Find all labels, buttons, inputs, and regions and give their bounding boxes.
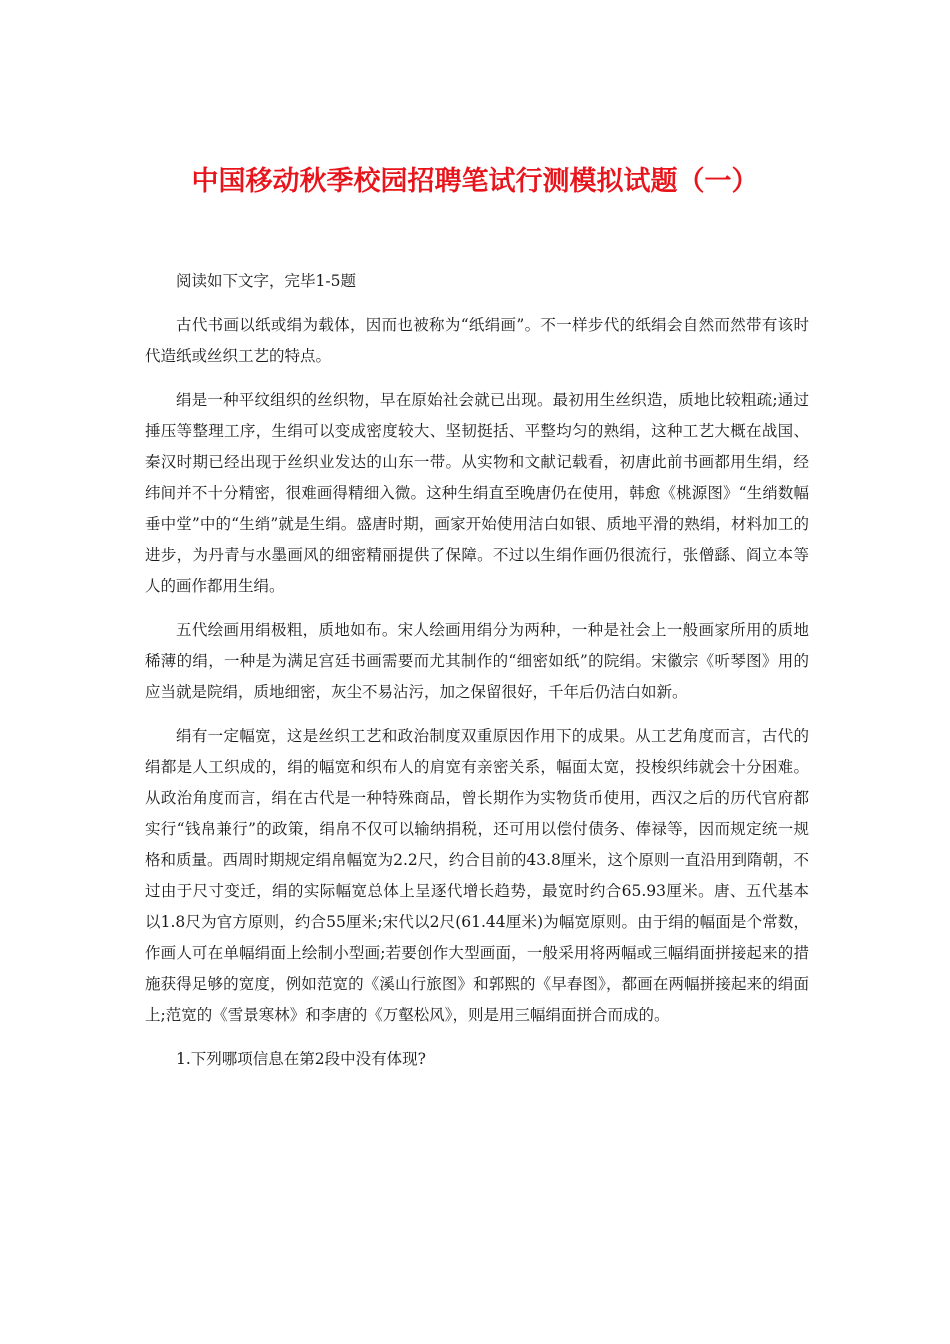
page-title: 中国移动秋季校园招聘笔试行测模拟试题（一）	[191, 166, 759, 197]
paragraph-2: 绢是一种平纹组织的丝织物，早在原始社会就已出现。最初用生丝织造，质地比较粗疏;通过捶压等整理工序，生绢可以变成密度较大、坚韧挺括、平整均匀的熟绢，这种工艺大概在战国、秦汉时期已经出现于丝织业发达的山东一带。从实物和文献记载看，初唐此前书画都用生绢，经纬间并不十分精密，很难画得精细入微。这种生绢直至晚唐仍在使用，韩愈《桃源图》“生绡数幅垂中堂”中的“生绡”就是生绢。盛唐时期，画家开始使用洁白如银、质地平滑的熟绢，材料加工的进步，为丹青与水墨画风的细密精丽提供了保障。不过以生绢作画仍很流行，张僧繇、阎立本等人的画作都用生绢。	[145, 391, 809, 595]
paragraph-4: 绢有一定幅宽，这是丝织工艺和政治制度双重原因作用下的成果。从工艺角度而言，古代的绢都是人工织成的，绢的幅宽和织布人的肩宽有亲密关系，幅面太宽，投梭织纬就会十分困难。从政治角度而言，绢在古代是一种特殊商品，曾长期作为实物货币使用，西汉之后的历代官府都实行“钱帛兼行”的政策，绢帛不仅可以输纳捐税，还可用以偿付债务、俸禄等，因而规定统一规格和质量。西周时期规定绢帛幅宽为2.2尺，约合目前的43.8厘米，这个原则一直沿用到隋朝，不过由于尺寸变迁，绢的实际幅宽总体上呈逐代增长趋势，最宽时约合65.93厘米。唐、五代基本以1.8尺为官方原则，约合55厘米;宋代以2尺(61.44厘米)为幅宽原则。由于绢的幅面是个常数，作画人可在单幅绢面上绘制小型画;若要创作大型画面，一般采用将两幅或三幅绢面拼接起来的措施获得足够的宽度，例如范宽的《溪山行旅图》和郭熙的《早春图》，都画在两幅拼接起来的绢面上;范宽的《雪景寒林》和李唐的《万壑松风》，则是用三幅绢面拼合而成的。	[145, 727, 809, 1024]
document-body	[145, 266, 809, 1088]
question-1: 1.下列哪项信息在第2段中没有体现?	[176, 1050, 426, 1068]
paragraph-1: 古代书画以纸或绢为载体，因而也被称为“纸绢画”。不一样步代的纸绢会自然而然带有该时代造纸或丝织工艺的特点。	[145, 316, 809, 365]
paragraph-3: 五代绘画用绢极粗，质地如布。宋人绘画用绢分为两种，一种是社会上一般画家所用的质地稀薄的绢，一种是为满足宫廷书画需要而尤其制作的“细密如纸”的院绢。宋徽宗《听琴图》用的应当就是院绢，质地细密，灰尘不易沾污，加之保留很好，千年后仍洁白如新。	[145, 621, 809, 701]
instruction-paragraph: 阅读如下文字，完毕1-5题	[176, 272, 356, 290]
